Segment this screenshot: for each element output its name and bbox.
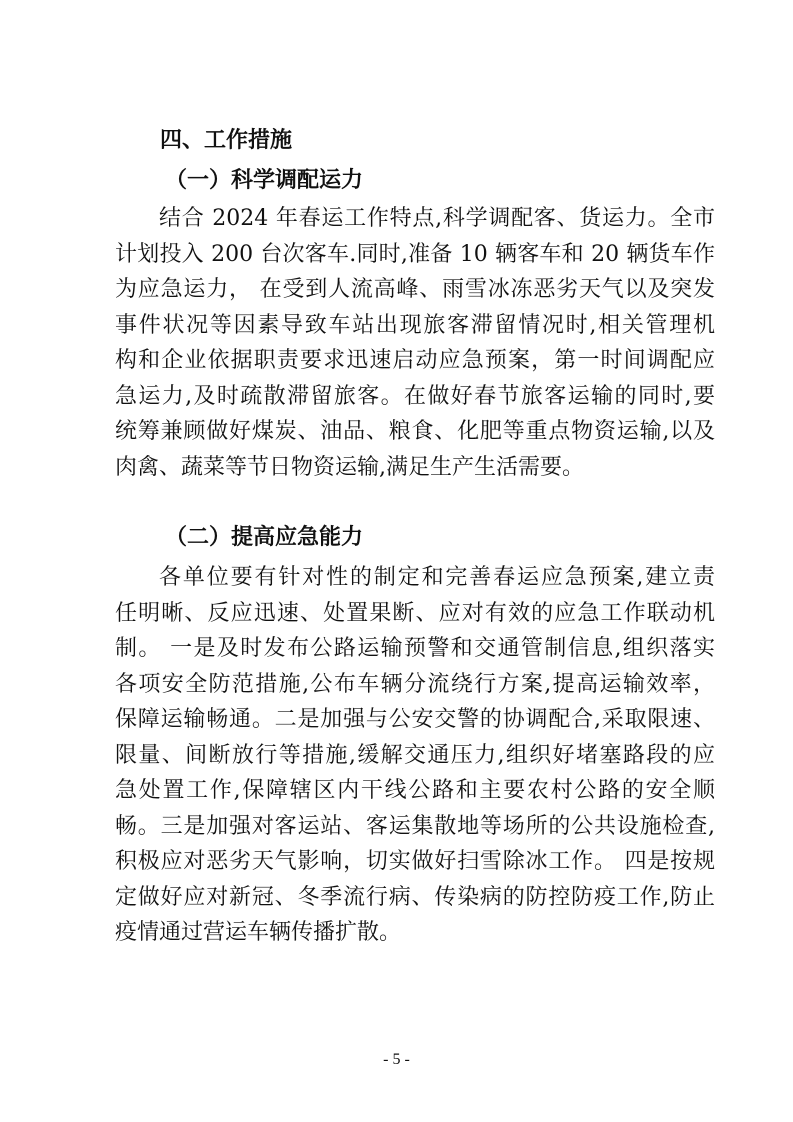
paragraph-line: 事件状况等因素导致车站出现旅客滞留情况时,相关管理机 [115,312,715,338]
paragraph-line: 构和企业依据职责要求迅速启动应急预案，第一时间调配应 [115,348,715,373]
paragraph-line: 畅。三是加强对客运站、客运集散地等场所的公共设施检查, [115,813,715,839]
paragraph-line: 各单位要有针对性的制定和完善春运应急预案,建立责 [159,565,715,590]
paragraph-line: 急处置工作,保障辖区内干线公路和主要农村公路的安全顺 [115,778,715,803]
paragraph-line: 为应急运力， 在受到人流高峰、雨雪冰冻恶劣天气以及突发 [115,277,715,302]
paragraph-line: 统筹兼顾做好煤炭、油品、粮食、化肥等重点物资运输,以及 [115,419,715,444]
paragraph-line: 疫情通过营运车辆传播扩散。 [115,920,402,945]
paragraph-line: 积极应对恶劣天气影响，切实做好扫雪除冰工作。 四是按规 [115,849,715,874]
paragraph-line: 计划投入 200 台次客车.同时,准备 10 辆客车和 20 辆货车作 [115,241,715,267]
paragraph-line: 肉禽、蔬菜等节日物资运输,满足生产生活需要。 [115,454,584,480]
subsection-title-2: （二）提高应急能力 [165,524,364,550]
paragraph-line: 急运力,及时疏散滞留旅客。在做好春节旅客运输的同时,要 [115,383,715,409]
paragraph-2 [115,560,715,951]
paragraph-line: 结合 2024 年春运工作特点,科学调配客、货运力。全市 [159,206,715,231]
paragraph-line: 保障运输畅通。二是加强与公安交警的协调配合,采取限速、 [115,707,715,732]
paragraph-line: 限量、间断放行等措施,缓解交通压力,组织好堵塞路段的应 [115,742,715,768]
paragraph-1 [115,201,715,485]
paragraph-line: 制。 一是及时发布公路运输预警和交通管制信息,组织落实 [115,636,715,661]
paragraph-line: 各项安全防范措施,公布车辆分流绕行方案,提高运输效率， [115,671,715,697]
page-number: - 5 - [383,1051,410,1068]
paragraph-line: 任明晰、反应迅速、处置果断、应对有效的应急工作联动机 [115,600,715,626]
paragraph-line: 定做好应对新冠、冬季流行病、传染病的防控防疫工作,防止 [115,884,715,910]
section-title: 四、工作措施 [160,127,293,153]
subsection-title-1: （一）科学调配运力 [165,167,364,193]
